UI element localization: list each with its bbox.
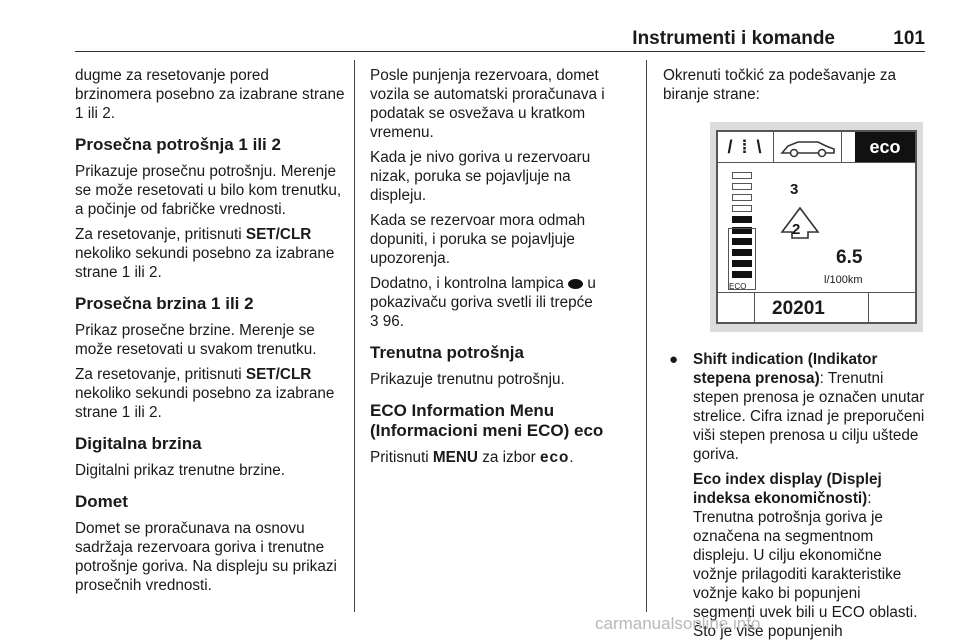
- paragraph: Prikazuje prosečnu potrošnju. Merenje se može resetovati u bilo kom trenutku, a počinje od fabričke vrednosti.: [75, 163, 342, 218]
- column-1: [75, 66, 347, 601]
- eco-segment: [732, 216, 752, 223]
- paragraph: dugme za resetovanje pored brzinomera posebno za izabrane strane 1 ili 2.: [75, 67, 345, 122]
- paragraph: [370, 274, 620, 331]
- eco-display-illustration: [710, 122, 923, 332]
- term: Shift indication (Indikator stepena prenosa): [693, 351, 878, 387]
- column-2: [370, 66, 620, 473]
- key-label: SET/CLR: [245, 226, 312, 243]
- text: za izbor: [477, 449, 541, 466]
- watermark: carmanualsonline.info: [595, 614, 761, 633]
- bullet-icon: ●: [669, 351, 679, 368]
- paragraph: [75, 225, 347, 282]
- divider: [718, 162, 915, 163]
- definition: : Trenutni stepen prenosa je označen unutar strelice. Cifra iznad je preporučeni viši stepen prenosa u cilju uštede goriva.: [693, 370, 925, 463]
- divider: [718, 292, 915, 293]
- paragraph: Prikazuje trenutnu potrošnju.: [370, 371, 565, 388]
- current-gear: 2: [792, 221, 801, 238]
- text: nekoliko sekundi posebno za izabrane strane 1 ili 2.: [75, 385, 335, 421]
- car-icon: [774, 132, 842, 162]
- consumption-value: 6.5: [836, 247, 863, 268]
- eco-segment: [732, 172, 752, 179]
- eco-zone-label: ECO: [729, 282, 747, 291]
- section-heading: Prosečna brzina 1 ili 2: [75, 294, 254, 313]
- text: Za resetovanje, pritisnuti: [75, 366, 246, 383]
- text: .: [569, 449, 574, 466]
- eco-segment: [732, 183, 752, 190]
- term: Eco index display (Displej indeksa ekonomičnosti): [693, 471, 882, 507]
- odometer-value: 20201: [772, 298, 825, 319]
- page-reference[interactable]: 3 96.: [370, 313, 405, 330]
- definition: : Trenutna potrošnja goriva je označena na segmentnom displeju. U cilju ekonomične vožnje prilagoditi karakteristike vožnje kako bi popunjeni segmenti uvek bili u ECO oblasti. Što je više popunjenih: [693, 490, 918, 640]
- paragraph: Prikaz prosečne brzine. Merenje se može resetovati u svakom trenutku.: [75, 322, 317, 358]
- section-heading: Domet: [75, 492, 128, 511]
- page-title: Instrumenti i komande: [632, 28, 835, 49]
- key-label: MENU: [432, 449, 478, 466]
- eco-tab: eco: [855, 132, 915, 162]
- header-rule: [75, 51, 925, 52]
- eco-icon: eco: [540, 449, 570, 466]
- tab-trip: / ⁞ \: [718, 132, 774, 162]
- eco-segment: [732, 205, 752, 212]
- column-3: [663, 66, 925, 641]
- text: nekoliko sekundi posebno za izabrane strane 1 ili 2.: [75, 245, 335, 281]
- section-heading: Prosečna potrošnja 1 ili 2: [75, 135, 281, 154]
- paragraph: Digitalni prikaz trenutne brzine.: [75, 462, 286, 479]
- section-heading: Trenutna potrošnja: [370, 343, 524, 362]
- text: u pokazivaču goriva svetli ili trepće: [370, 275, 596, 311]
- text: Pritisnuti: [370, 449, 433, 466]
- section-heading: ECO Information Menu (Informacioni meni ECO) eco: [370, 401, 604, 440]
- column-divider: [354, 60, 355, 612]
- page-number: 101: [893, 28, 925, 49]
- car-icon-graphic: [774, 132, 842, 162]
- paragraph: Domet se proračunava na osnovu sadržaja rezervoara goriva i trenutne potrošnje goriva. Na displeju su prikazi prosečnih vrednosti.: [75, 520, 337, 594]
- column-divider: [646, 60, 647, 612]
- key-label: SET/CLR: [245, 366, 312, 383]
- paragraph: [370, 448, 620, 467]
- section-heading: Digitalna brzina: [75, 434, 202, 453]
- divider: [754, 292, 755, 324]
- paragraph: Okrenuti točkić za podešavanje za biranje strane:: [663, 67, 896, 103]
- divider: [868, 292, 869, 324]
- fuel-warning-lamp-icon: [568, 279, 583, 289]
- list-item: [663, 350, 925, 641]
- display-screen: [716, 130, 917, 324]
- text: Za resetovanje, pritisnuti: [75, 226, 246, 243]
- text: Dodatno, i kontrolna lampica: [370, 275, 569, 292]
- paragraph: Kada je nivo goriva u rezervoaru nizak, poruka se pojavljuje na displeju.: [370, 149, 591, 204]
- paragraph: Posle punjenja rezervoara, domet vozila se automatski proračunava i podatak se osvežava u kratkom vremenu.: [370, 67, 605, 141]
- page-header: [75, 28, 925, 50]
- eco-segment: [732, 194, 752, 201]
- recommended-gear: 3: [790, 181, 799, 198]
- paragraph: [75, 365, 347, 422]
- consumption-unit: l/100km: [824, 274, 863, 286]
- paragraph: Kada se rezervoar mora odmah dopuniti, i poruka se pojavljuje upozorenja.: [370, 212, 586, 267]
